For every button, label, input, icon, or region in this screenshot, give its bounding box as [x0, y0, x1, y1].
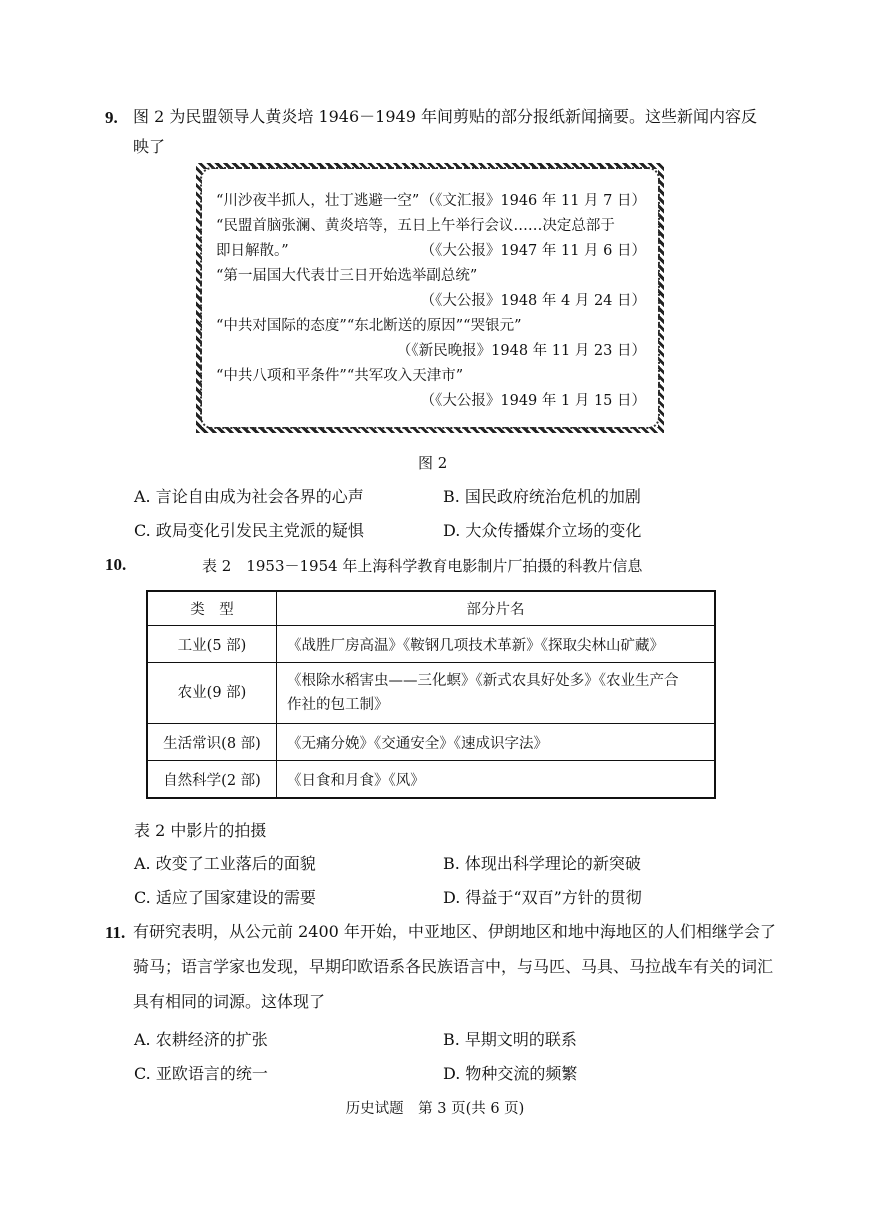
news-4-headline: “中共对国际的态度”“东北断送的原因”“哭银元” — [216, 318, 522, 334]
table-header-films: 部分片名 — [277, 591, 716, 626]
question-11-stem-line1: 有研究表明，从公元前 2400 年开始，中亚地区、伊朗地区和地中海地区的人们相继学会了 — [133, 922, 776, 941]
table-cell-films: 《战胜厂房高温》《鞍钢几项技术革新》《探取尖林山矿藏》 — [277, 626, 716, 663]
q11-option-c[interactable]: C. 亚欧语言的统一 — [134, 1064, 268, 1083]
question-9-number: 9. — [105, 108, 118, 127]
q9-option-c[interactable]: C. 政局变化引发民主党派的疑惧 — [134, 521, 364, 540]
table-header-type: 类 型 — [147, 591, 277, 626]
page-footer: 历史试题 第 3 页(共 6 页) — [345, 1101, 525, 1117]
question-11-stem-line2: 骑马；语言学家也发现，早期印欧语系各民族语言中，与马匹、马具、马拉战车有关的词汇 — [133, 957, 774, 976]
question-9-stem-line1: 图 2 为民盟领导人黄炎培 1946－1949 年间剪贴的部分报纸新闻摘要。这些新闻内容反 — [133, 107, 757, 126]
question-10-stem: 表 2 中影片的拍摄 — [134, 821, 267, 840]
film-info-table — [146, 590, 716, 799]
question-11-stem-line3: 具有相同的词源。这体现了 — [133, 992, 326, 1011]
q9-option-b[interactable]: B. 国民政府统治危机的加剧 — [443, 487, 641, 506]
q9-option-d[interactable]: D. 大众传播媒介立场的变化 — [443, 521, 642, 540]
figure-2-caption: 图 2 — [418, 454, 448, 472]
newspaper-clippings-box — [196, 163, 664, 433]
q10-option-b[interactable]: B. 体现出科学理论的新突破 — [443, 854, 641, 873]
table-row — [147, 663, 715, 724]
table-cell-films-line1: 《根除水稻害虫——三化螟》《新式农具好处多》《农业生产合 — [287, 673, 679, 689]
q10-option-d[interactable]: D. 得益于“双百”方针的贯彻 — [443, 888, 642, 907]
table-cell-films-line2: 作社的包工制》 — [287, 697, 389, 713]
news-5-source: （《大公报》1949 年 1 月 15 日） — [420, 393, 646, 409]
table-cell-films: 《无痛分娩》《交通安全》《速成识字法》 — [277, 724, 716, 761]
q9-option-a[interactable]: A. 言论自由成为社会各界的心声 — [134, 487, 364, 506]
news-2-headline: “民盟首脑张澜、黄炎培等，五日上午举行会议……决定总部于 — [216, 218, 615, 234]
q10-option-a[interactable]: A. 改变了工业落后的面貌 — [134, 854, 316, 873]
q10-option-c[interactable]: C. 适应了国家建设的需要 — [134, 888, 316, 907]
news-3-headline: “第一届国大代表廿三日开始选举副总统” — [216, 268, 478, 284]
table-header-row — [147, 591, 715, 626]
table-row — [147, 761, 715, 799]
news-5-headline: “中共八项和平条件”“共军攻入天津市” — [216, 368, 464, 384]
table-row — [147, 724, 715, 761]
question-10-number: 10. — [105, 555, 127, 574]
table-cell-type: 农业(9 部) — [147, 663, 277, 724]
q11-option-a[interactable]: A. 农耕经济的扩张 — [134, 1030, 268, 1049]
table-cell-type: 自然科学(2 部) — [147, 761, 277, 799]
news-2-source: （《大公报》1947 年 11 月 6 日） — [420, 243, 646, 259]
question-9-stem-line2: 映了 — [133, 137, 166, 156]
q11-option-b[interactable]: B. 早期文明的联系 — [443, 1030, 577, 1049]
news-1-source: （《文汇报》1946 年 11 月 7 日） — [420, 193, 646, 209]
table-cell-films: 《日食和月食》《风》 — [277, 761, 716, 799]
news-4-source: （《新民晚报》1948 年 11 月 23 日） — [396, 343, 646, 359]
table-cell-films — [277, 663, 716, 724]
q11-option-d[interactable]: D. 物种交流的频繁 — [443, 1064, 578, 1083]
news-3-source: （《大公报》1948 年 4 月 24 日） — [420, 293, 646, 309]
news-2-headline-cont: 即日解散。” — [216, 243, 289, 259]
table-2-caption: 表 2 1953－1954 年上海科学教育电影制片厂拍摄的科教片信息 — [202, 557, 643, 575]
news-1-headline: “川沙夜半抓人，壮丁逃避一空” — [216, 193, 420, 209]
table-row — [147, 626, 715, 663]
table-cell-type: 生活常识(8 部) — [147, 724, 277, 761]
question-11-number: 11. — [105, 923, 126, 942]
table-cell-type: 工业(5 部) — [147, 626, 277, 663]
